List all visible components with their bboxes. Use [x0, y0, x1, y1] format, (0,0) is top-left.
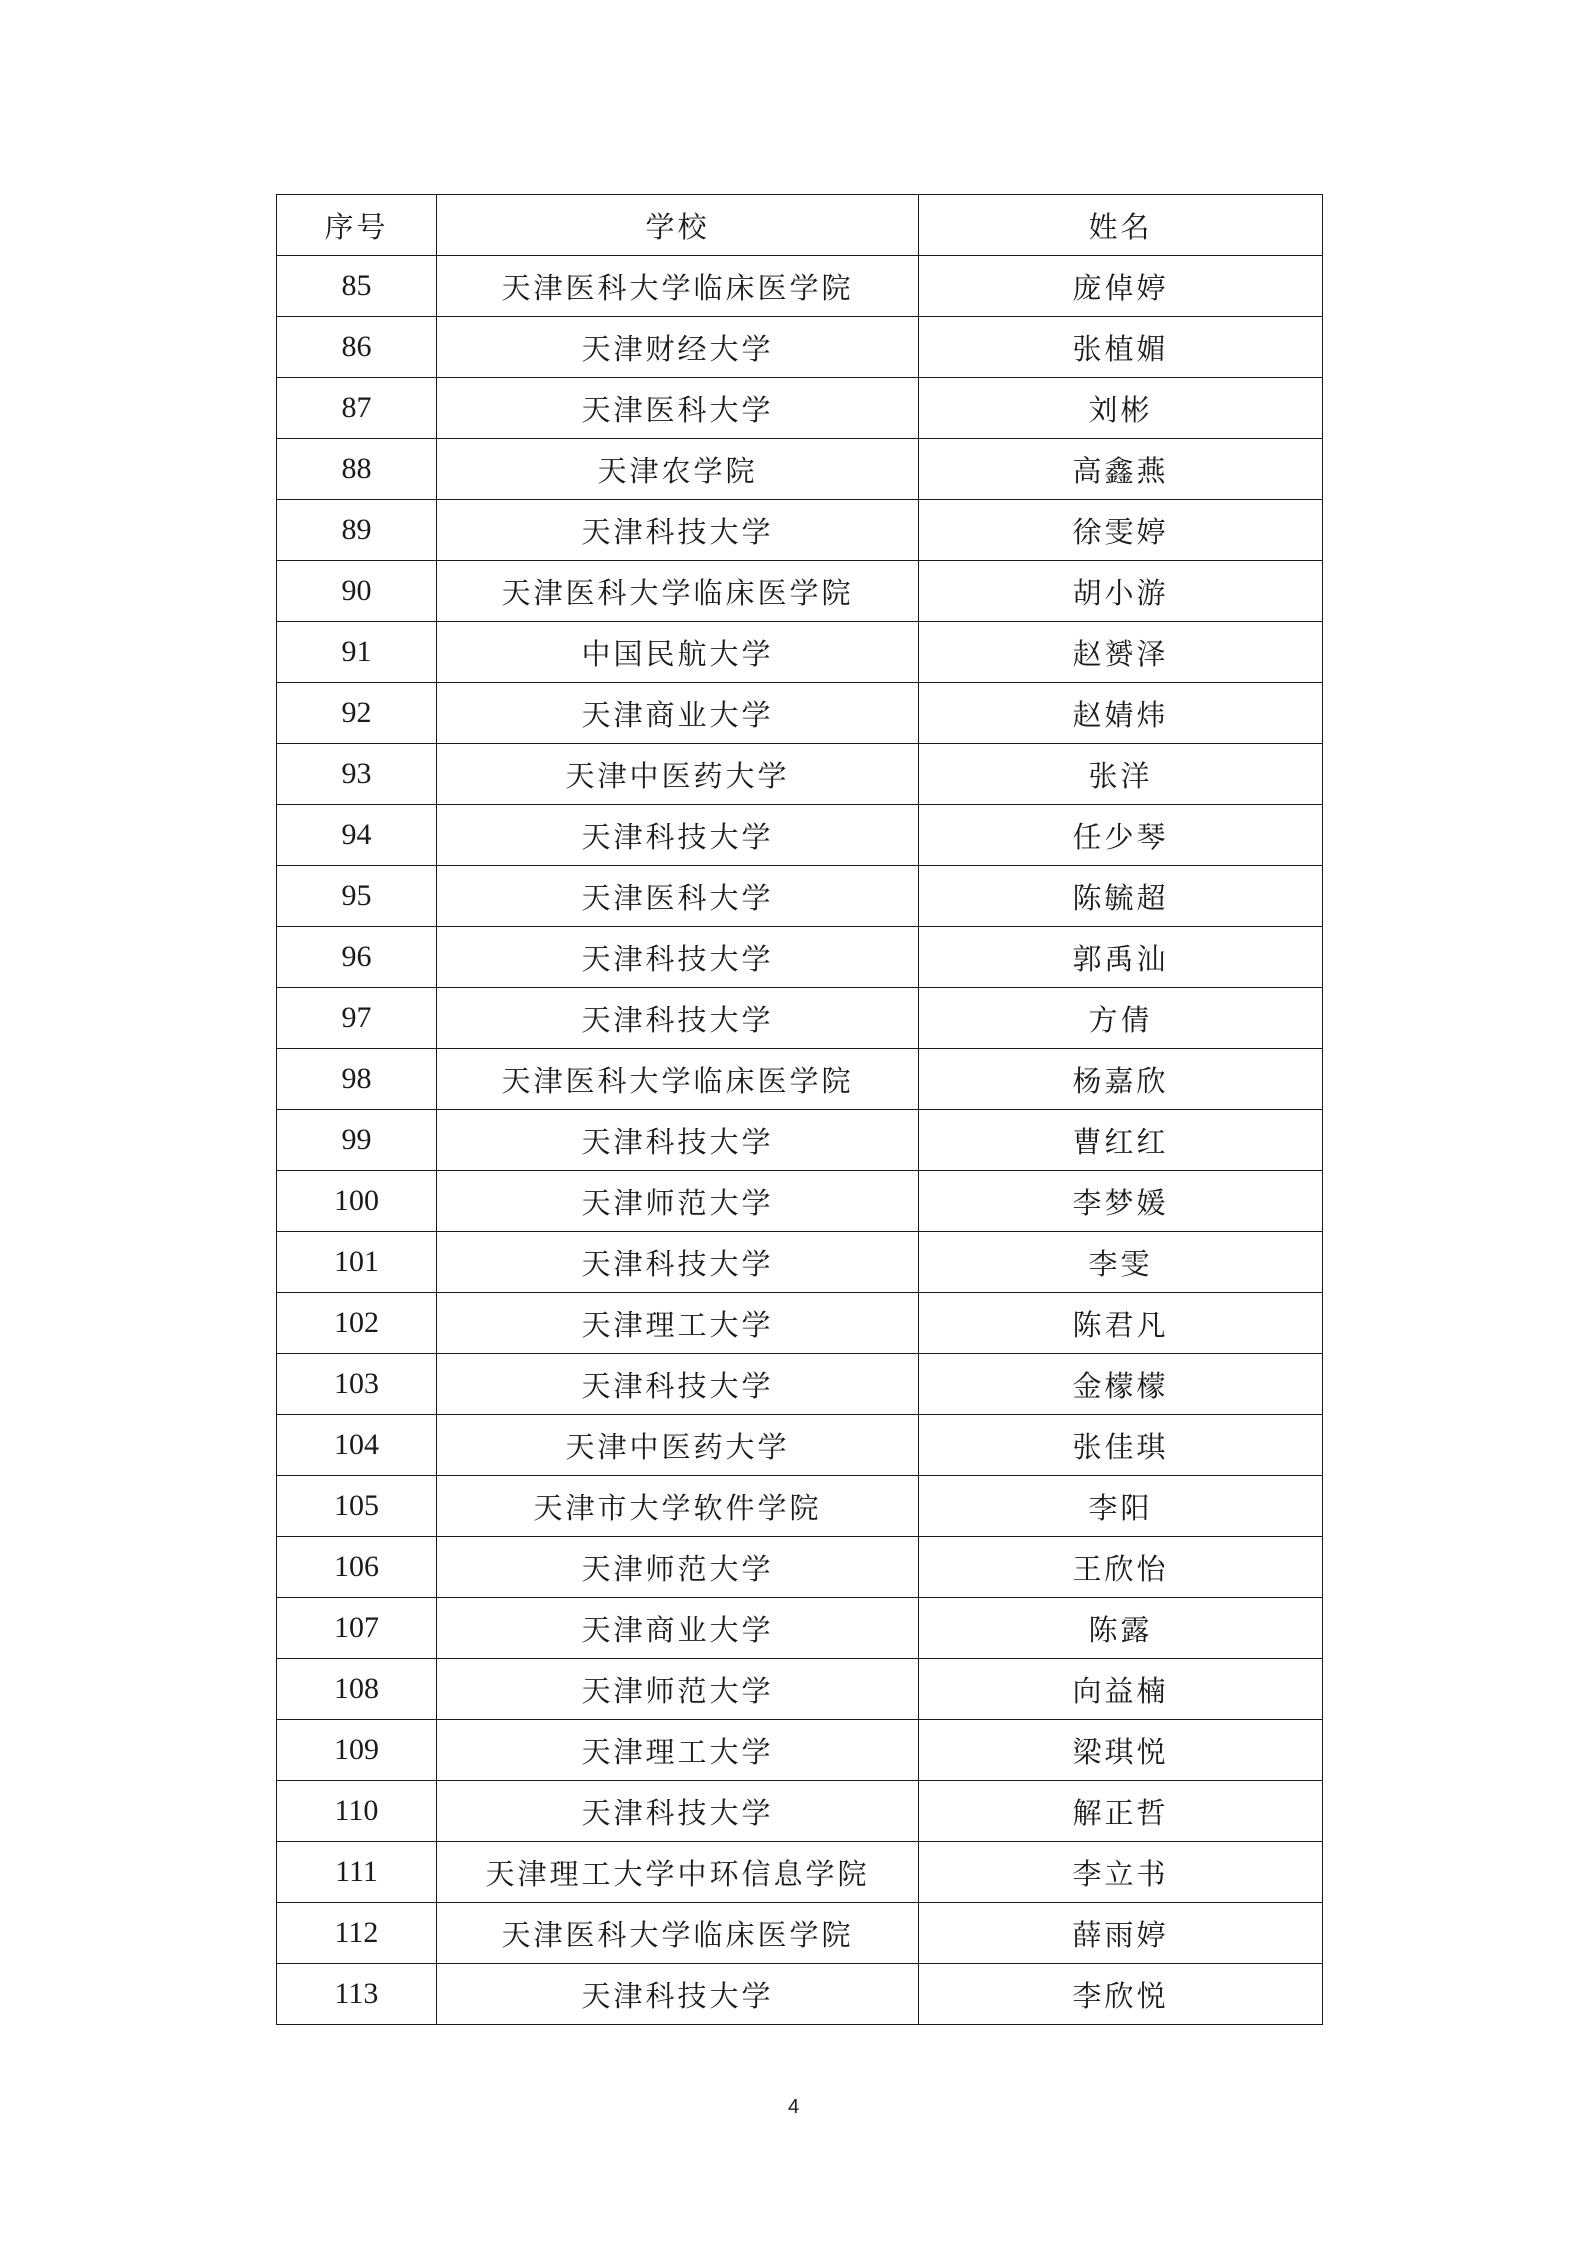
cell-school: 天津科技大学 [437, 1110, 919, 1171]
cell-school: 天津理工大学 [437, 1293, 919, 1354]
cell-serial-number: 111 [277, 1842, 437, 1903]
cell-name: 李欣悦 [919, 1964, 1323, 2025]
cell-school: 天津科技大学 [437, 1354, 919, 1415]
cell-serial-number: 112 [277, 1903, 437, 1964]
cell-school: 天津师范大学 [437, 1659, 919, 1720]
table-row [277, 622, 1323, 683]
cell-school: 天津医科大学 [437, 866, 919, 927]
table-row [277, 866, 1323, 927]
roster-table [276, 194, 1323, 2025]
table-row [277, 561, 1323, 622]
cell-serial-number: 105 [277, 1476, 437, 1537]
page-number: 4 [787, 2096, 800, 2118]
cell-serial-number: 96 [277, 927, 437, 988]
table-row [277, 683, 1323, 744]
cell-serial-number: 93 [277, 744, 437, 805]
cell-school: 天津师范大学 [437, 1537, 919, 1598]
cell-serial-number: 90 [277, 561, 437, 622]
header-school: 学校 [437, 195, 919, 256]
cell-school: 天津科技大学 [437, 1781, 919, 1842]
cell-name: 张洋 [919, 744, 1323, 805]
cell-school: 天津科技大学 [437, 1232, 919, 1293]
header-name: 姓名 [919, 195, 1323, 256]
cell-school: 天津理工大学中环信息学院 [437, 1842, 919, 1903]
cell-serial-number: 104 [277, 1415, 437, 1476]
table-row [277, 1354, 1323, 1415]
cell-school: 天津中医药大学 [437, 744, 919, 805]
cell-serial-number: 85 [277, 256, 437, 317]
cell-school: 天津科技大学 [437, 500, 919, 561]
cell-name: 刘彬 [919, 378, 1323, 439]
cell-school: 天津农学院 [437, 439, 919, 500]
table-row [277, 1964, 1323, 2025]
cell-school: 天津财经大学 [437, 317, 919, 378]
table-row [277, 1476, 1323, 1537]
cell-serial-number: 100 [277, 1171, 437, 1232]
table-row [277, 378, 1323, 439]
cell-serial-number: 94 [277, 805, 437, 866]
table-row [277, 988, 1323, 1049]
table-row [277, 1049, 1323, 1110]
table-row [277, 1293, 1323, 1354]
cell-school: 天津师范大学 [437, 1171, 919, 1232]
cell-serial-number: 91 [277, 622, 437, 683]
table-row [277, 1171, 1323, 1232]
cell-serial-number: 86 [277, 317, 437, 378]
cell-serial-number: 97 [277, 988, 437, 1049]
cell-serial-number: 108 [277, 1659, 437, 1720]
table-row [277, 1903, 1323, 1964]
cell-name: 方倩 [919, 988, 1323, 1049]
cell-name: 李梦媛 [919, 1171, 1323, 1232]
cell-school: 天津市大学软件学院 [437, 1476, 919, 1537]
cell-name: 李阳 [919, 1476, 1323, 1537]
cell-name: 向益楠 [919, 1659, 1323, 1720]
cell-serial-number: 107 [277, 1598, 437, 1659]
table-header-row [277, 195, 1323, 256]
cell-name: 陈毓超 [919, 866, 1323, 927]
table-row [277, 500, 1323, 561]
cell-serial-number: 99 [277, 1110, 437, 1171]
cell-school: 天津医科大学临床医学院 [437, 561, 919, 622]
table-row [277, 1415, 1323, 1476]
table-row [277, 805, 1323, 866]
cell-school: 天津医科大学临床医学院 [437, 1903, 919, 1964]
table-row [277, 1659, 1323, 1720]
cell-serial-number: 89 [277, 500, 437, 561]
table-row [277, 1842, 1323, 1903]
table-body [277, 256, 1323, 2025]
cell-serial-number: 98 [277, 1049, 437, 1110]
cell-school: 天津医科大学 [437, 378, 919, 439]
cell-name: 张佳琪 [919, 1415, 1323, 1476]
cell-name: 陈露 [919, 1598, 1323, 1659]
cell-name: 李雯 [919, 1232, 1323, 1293]
cell-name: 郭禹汕 [919, 927, 1323, 988]
cell-name: 胡小游 [919, 561, 1323, 622]
table-row [277, 439, 1323, 500]
table-row [277, 1232, 1323, 1293]
table-row [277, 1537, 1323, 1598]
cell-name: 徐雯婷 [919, 500, 1323, 561]
cell-school: 天津科技大学 [437, 927, 919, 988]
table-row [277, 1781, 1323, 1842]
cell-serial-number: 113 [277, 1964, 437, 2025]
table-row [277, 744, 1323, 805]
cell-name: 庞倬婷 [919, 256, 1323, 317]
cell-school: 天津理工大学 [437, 1720, 919, 1781]
cell-serial-number: 95 [277, 866, 437, 927]
cell-name: 任少琴 [919, 805, 1323, 866]
cell-name: 李立书 [919, 1842, 1323, 1903]
cell-name: 薛雨婷 [919, 1903, 1323, 1964]
cell-serial-number: 103 [277, 1354, 437, 1415]
table-row [277, 1598, 1323, 1659]
cell-name: 王欣怡 [919, 1537, 1323, 1598]
table-row [277, 317, 1323, 378]
cell-school: 天津商业大学 [437, 1598, 919, 1659]
cell-school: 天津商业大学 [437, 683, 919, 744]
cell-school: 中国民航大学 [437, 622, 919, 683]
cell-serial-number: 110 [277, 1781, 437, 1842]
table-row [277, 256, 1323, 317]
cell-name: 梁琪悦 [919, 1720, 1323, 1781]
cell-name: 金檬檬 [919, 1354, 1323, 1415]
cell-serial-number: 87 [277, 378, 437, 439]
cell-serial-number: 88 [277, 439, 437, 500]
cell-serial-number: 106 [277, 1537, 437, 1598]
cell-name: 曹红红 [919, 1110, 1323, 1171]
cell-name: 赵赟泽 [919, 622, 1323, 683]
header-serial-number: 序号 [277, 195, 437, 256]
cell-name: 陈君凡 [919, 1293, 1323, 1354]
cell-serial-number: 92 [277, 683, 437, 744]
cell-serial-number: 109 [277, 1720, 437, 1781]
cell-name: 杨嘉欣 [919, 1049, 1323, 1110]
table-row [277, 1110, 1323, 1171]
cell-school: 天津中医药大学 [437, 1415, 919, 1476]
table-row [277, 1720, 1323, 1781]
cell-school: 天津医科大学临床医学院 [437, 256, 919, 317]
cell-school: 天津科技大学 [437, 988, 919, 1049]
cell-name: 解正哲 [919, 1781, 1323, 1842]
cell-school: 天津科技大学 [437, 1964, 919, 2025]
cell-school: 天津医科大学临床医学院 [437, 1049, 919, 1110]
cell-name: 张植媚 [919, 317, 1323, 378]
table-row [277, 927, 1323, 988]
cell-serial-number: 102 [277, 1293, 437, 1354]
cell-name: 赵婧炜 [919, 683, 1323, 744]
cell-name: 高鑫燕 [919, 439, 1323, 500]
cell-school: 天津科技大学 [437, 805, 919, 866]
cell-serial-number: 101 [277, 1232, 437, 1293]
